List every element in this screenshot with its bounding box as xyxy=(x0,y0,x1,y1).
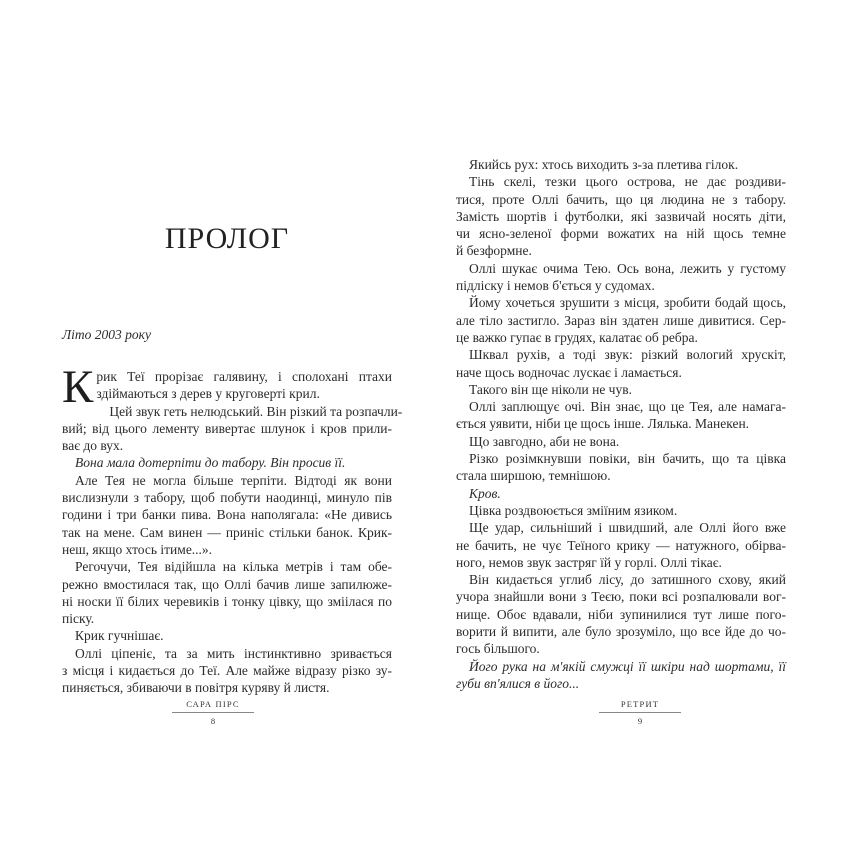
text-line: ного, немов звук застряг їй у горлі. Оллі тікає. xyxy=(456,554,722,570)
paragraph xyxy=(456,398,786,433)
paragraph xyxy=(62,454,392,471)
text-line: Ще удар, сильніший і швидший, але Оллі його вже xyxy=(469,520,786,536)
text-line: режно вмостилася так, що Оллі бачив лише запилюже- xyxy=(62,576,392,592)
text-line: ється уявити, ніби це щось інше. Лялька. Манекен. xyxy=(456,416,750,432)
text-line: здіймаються з дерев у круговерті крил. xyxy=(96,386,320,402)
page-number: 8 xyxy=(210,716,216,726)
drop-cap: К xyxy=(62,361,94,413)
text-line: Цей звук геть нелюдський. Він різкий та розпачли- xyxy=(109,403,403,419)
text-line: й безформне. xyxy=(456,243,532,259)
text-line: тися, проте Оллі бачить, що ця людина не з табору. xyxy=(456,191,786,207)
text-line: пиняється, збиваючи в повітря куряву й листя. xyxy=(62,680,330,696)
text-line: вий; від цього лементу вивертає шлунок і кров прили- xyxy=(62,420,392,436)
paragraph xyxy=(456,156,786,173)
text-line: так на мене. Сам винен — приніс стільки банок. Крик- xyxy=(62,524,392,540)
text-line: ворити й випити, але було зрозуміло, що все йде до чо- xyxy=(456,624,786,640)
text-line: Він кидається углиб лісу, до затишного схову, який xyxy=(469,572,786,588)
footer-rule xyxy=(599,712,681,713)
chapter-title: ПРОЛОГ xyxy=(164,222,290,255)
text-line: це важко гупає в грудях, калатає об ребра. xyxy=(456,329,698,345)
text-line: Оллі заплющує очі. Він знає, що це Тея, але намага- xyxy=(469,399,786,415)
page-number: 9 xyxy=(637,716,643,726)
text-line: Кров. xyxy=(469,485,501,501)
text-line: Якийсь рух: хтось виходить з-за плетива гілок. xyxy=(469,157,739,172)
text-line: Цівка роздвоюється зміїним язиком. xyxy=(469,502,678,518)
text-line: Оллі ціпеніє, та за мить інстинктивно зривається xyxy=(75,645,392,661)
paragraph xyxy=(62,472,392,558)
chapter-date: Літо 2003 року xyxy=(62,327,151,342)
paragraph xyxy=(456,381,786,398)
paragraph xyxy=(456,450,786,485)
paragraph xyxy=(62,558,392,627)
paragraph xyxy=(456,571,786,657)
paragraph xyxy=(62,403,403,455)
text-line: Оллі шукає очима Тею. Ось вона, лежить у густому xyxy=(469,260,786,276)
footer-rule xyxy=(172,712,254,713)
text-line: стала ширшою, темнішою. xyxy=(456,468,611,484)
paragraph xyxy=(456,346,786,381)
text-line: Регочучи, Тея відійшла на кілька метрів і там обе- xyxy=(75,559,392,575)
text-line: Його рука на м'якій смужці її шкіри над шортами, її xyxy=(469,658,786,674)
right-page-text xyxy=(456,156,786,692)
paragraph xyxy=(62,627,392,644)
text-line: Такого він ще ніколи не чув. xyxy=(469,381,632,397)
running-head-title: РЕТРИТ xyxy=(620,699,660,709)
paragraph xyxy=(456,173,786,259)
paragraph xyxy=(456,260,786,295)
paragraph xyxy=(456,433,786,450)
text-line: наче щось водночас лускає і ламається. xyxy=(456,364,682,380)
right-page-footer xyxy=(560,699,720,726)
paragraph xyxy=(456,502,786,519)
text-line: Але Тея не могла більше терпіти. Відтоді як вони xyxy=(75,472,392,488)
text-line: Крик гучнішає. xyxy=(75,628,164,644)
text-line: чи ясно-зеленої форми вожатих на ній щось темне xyxy=(456,226,786,242)
text-line: години і три банки пива. Вона наполягала: «Не дивись xyxy=(62,507,392,523)
running-head-author: САРА ПІРС xyxy=(186,699,240,709)
text-line: рик Теї прорізає галявину, і сполохані птахи xyxy=(96,369,392,384)
text-line: з місця і кидається до Теї. Але майже відразу різко зу- xyxy=(62,663,392,679)
text-line: Тінь скелі, тезки цього острова, не дає роздиви- xyxy=(469,174,786,190)
text-line: Замість шортів і футболки, які зазвичай носять діти, xyxy=(456,208,786,224)
text-line: ні носки її білих черевиків і тонку цівку, що зміілася по xyxy=(62,593,392,609)
text-line: але тіло застигло. Зараз він здатен лише дивитися. Сер- xyxy=(456,312,786,328)
text-line: вислизнули з табору, щоб побути наодинці, минуло пів xyxy=(62,490,392,506)
text-line: учора знайшли вони з Теєю, поки всі розпалювали вог- xyxy=(456,589,786,605)
text-line: Що завгодно, аби не вона. xyxy=(469,433,620,449)
text-line: Вона мала дотерпіти до табору. Він просив її. xyxy=(75,455,346,471)
paragraph xyxy=(456,658,786,693)
left-page-footer xyxy=(133,699,293,726)
text-line: піску. xyxy=(62,611,95,627)
text-line: гось більшого. xyxy=(456,641,540,657)
paragraph xyxy=(456,519,786,571)
text-line: Шквал рухів, а тоді звук: різкий вологий хрускіт, xyxy=(469,347,786,363)
paragraph xyxy=(62,645,392,697)
text-line: Різко розімкнувши повіки, він бачить, що та цівка xyxy=(469,451,786,467)
paragraph xyxy=(456,485,786,502)
paragraph xyxy=(456,294,786,346)
text-line: не бачить, не чує Теїного крику — натужного, обірва- xyxy=(456,537,786,553)
text-line: нище. Обоє вдавали, ніби зупинилися тут лише пого- xyxy=(456,606,786,622)
text-line: ває до вух. xyxy=(62,438,124,454)
text-line: губи вп'ялися в його... xyxy=(456,675,580,691)
text-line: Йому хочеться зрушити з місця, зробити бодай щось, xyxy=(469,295,786,311)
text-line: підліску і немов б'ється у судомах. xyxy=(456,278,655,294)
left-page-text xyxy=(62,361,403,697)
text-line: неш, якщо хтось ітиме...». xyxy=(62,541,213,557)
